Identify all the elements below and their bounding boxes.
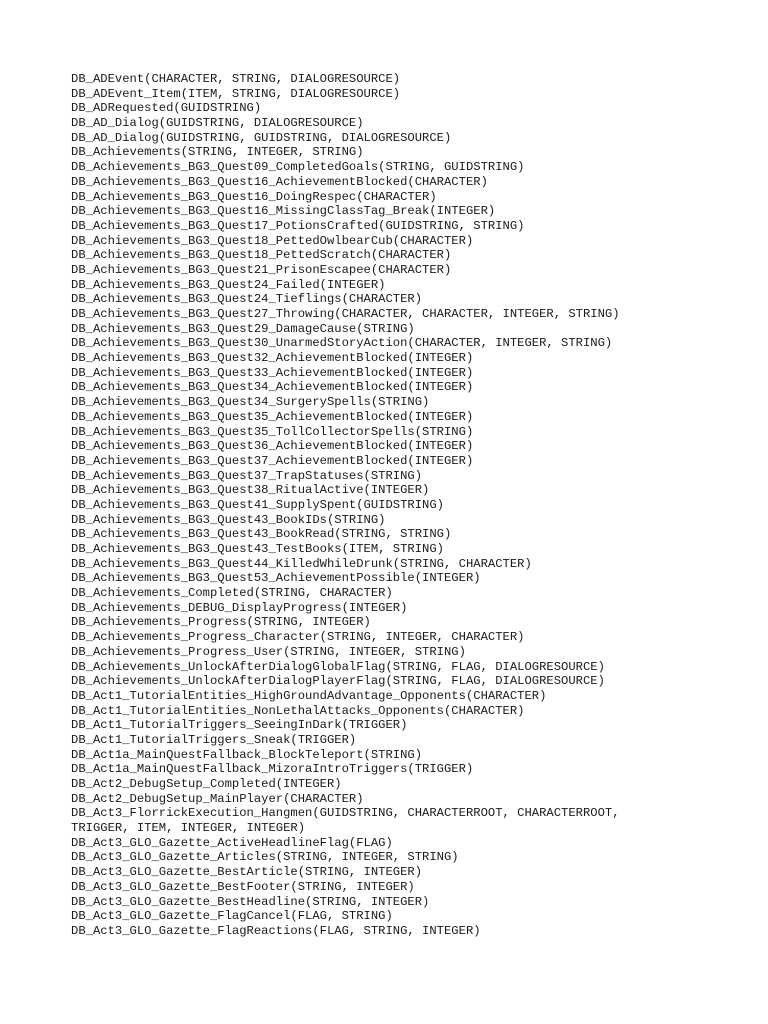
text-line: DB_Achievements_BG3_Quest34_SurgerySpells(STRING) bbox=[71, 395, 430, 410]
text-line: DB_Act3_GLO_Gazette_FlagCancel(FLAG, STRING) bbox=[71, 909, 393, 924]
text-line: DB_Achievements_BG3_Quest17_PotionsCrafted(GUIDSTRING, STRING) bbox=[71, 218, 525, 233]
text-line: DB_Achievements_UnlockAfterDialogPlayerFlag(STRING, FLAG, DIALOGRESOURCE) bbox=[71, 674, 605, 689]
text-line: DB_Achievements_BG3_Quest24_Tieflings(CHARACTER) bbox=[71, 292, 423, 307]
text-line: DB_ADEvent_Item(ITEM, STRING, DIALOGRESOURCE) bbox=[71, 86, 401, 101]
text-line: DB_Achievements_BG3_Quest24_Failed(INTEGER) bbox=[71, 277, 386, 292]
text-line: DB_Act1a_MainQuestFallback_MizoraIntroTriggers(TRIGGER) bbox=[71, 762, 474, 777]
text-line: DB_Achievements_BG3_Quest32_AchievementBlocked(INTEGER) bbox=[71, 351, 474, 366]
document-page bbox=[71, 72, 751, 939]
text-line: DB_Achievements_BG3_Quest21_PrisonEscapee(CHARACTER) bbox=[71, 262, 452, 277]
text-line: DB_Achievements_BG3_Quest37_TrapStatuses(STRING) bbox=[71, 468, 423, 483]
text-line: DB_Act1_TutorialEntities_NonLethalAttacks_Opponents(CHARACTER) bbox=[71, 703, 525, 718]
text-line: DB_Achievements_BG3_Quest29_DamageCause(STRING) bbox=[71, 321, 415, 336]
text-line: DB_ADRequested(GUIDSTRING) bbox=[71, 101, 262, 116]
text-line: DB_Achievements_BG3_Quest41_SupplySpent(GUIDSTRING) bbox=[71, 497, 444, 512]
text-line: DB_AD_Dialog(GUIDSTRING, DIALOGRESOURCE) bbox=[71, 116, 364, 131]
text-line: DB_Achievements_BG3_Quest38_RitualActive(INTEGER) bbox=[71, 483, 430, 498]
text-line: DB_Achievements_BG3_Quest35_AchievementBlocked(INTEGER) bbox=[71, 409, 474, 424]
text-line: DB_Achievements_BG3_Quest33_AchievementBlocked(INTEGER) bbox=[71, 365, 474, 380]
text-line: DB_Achievements_BG3_Quest43_BookIDs(STRING) bbox=[71, 512, 386, 527]
text-line: DB_Act3_GLO_Gazette_BestHeadline(STRING, INTEGER) bbox=[71, 894, 430, 909]
text-line: DB_Achievements_BG3_Quest18_PettedScratch(CHARACTER) bbox=[71, 248, 452, 263]
text-line: DB_Achievements_BG3_Quest44_KilledWhileDrunk(STRING, CHARACTER) bbox=[71, 556, 532, 571]
text-line: DB_Achievements_Progress_User(STRING, INTEGER, STRING) bbox=[71, 644, 466, 659]
text-line: DB_Act2_DebugSetup_MainPlayer(CHARACTER) bbox=[71, 791, 364, 806]
text-line: DB_Achievements_BG3_Quest43_TestBooks(ITEM, STRING) bbox=[71, 542, 444, 556]
text-line: DB_Act3_GLO_Gazette_BestArticle(STRING, INTEGER) bbox=[71, 865, 423, 880]
text-line: DB_Achievements_BG3_Quest16_AchievementBlocked(CHARACTER) bbox=[71, 174, 488, 189]
text-line: DB_Achievements(STRING, INTEGER, STRING) bbox=[71, 145, 364, 160]
text-line: DB_Act3_GLO_Gazette_Articles(STRING, INTEGER, STRING) bbox=[71, 850, 459, 865]
text-line: DB_Achievements_Progress_Character(STRING, INTEGER, CHARACTER) bbox=[71, 630, 525, 645]
text-line: DB_Achievements_UnlockAfterDialogGlobalFlag(STRING, FLAG, DIALOGRESOURCE) bbox=[71, 659, 605, 674]
text-line: DB_Act1_TutorialTriggers_Sneak(TRIGGER) bbox=[71, 732, 357, 747]
text-line: DB_Act3_FlorrickExecution_Hangmen(GUIDSTRING, CHARACTERROOT, CHARACTERROOT, bbox=[71, 806, 620, 821]
text-line: DB_Achievements_BG3_Quest43_BookRead(STRING, STRING) bbox=[71, 527, 452, 542]
text-line: DB_Achievements_BG3_Quest16_MissingClassTag_Break(INTEGER) bbox=[71, 204, 496, 219]
text-line: DB_Achievements_DEBUG_DisplayProgress(INTEGER) bbox=[71, 600, 408, 615]
text-line: DB_Achievements_Completed(STRING, CHARACTER) bbox=[71, 586, 393, 601]
text-line: DB_Achievements_BG3_Quest34_AchievementBlocked(INTEGER) bbox=[71, 380, 474, 395]
text-line: DB_Achievements_BG3_Quest36_AchievementBlocked(INTEGER) bbox=[71, 439, 474, 454]
text-line: DB_Act3_GLO_Gazette_BestFooter(STRING, INTEGER) bbox=[71, 879, 415, 894]
text-line: DB_Achievements_BG3_Quest35_TollCollectorSpells(STRING) bbox=[71, 424, 474, 439]
text-line: DB_AD_Dialog(GUIDSTRING, GUIDSTRING, DIALOGRESOURCE) bbox=[71, 130, 452, 145]
text-line: DB_Achievements_BG3_Quest09_CompletedGoals(STRING, GUIDSTRING) bbox=[71, 160, 525, 175]
text-line: DB_Act3_GLO_Gazette_ActiveHeadlineFlag(FLAG) bbox=[71, 835, 393, 850]
text-line: DB_Achievements_BG3_Quest37_AchievementBlocked(INTEGER) bbox=[71, 453, 474, 468]
text-line: DB_Achievements_BG3_Quest18_PettedOwlbearCub(CHARACTER) bbox=[71, 233, 474, 248]
text-line: DB_Achievements_BG3_Quest30_UnarmedStoryAction(CHARACTER, INTEGER, STRING) bbox=[71, 336, 613, 351]
text-line: DB_Achievements_BG3_Quest16_DoingRespec(CHARACTER) bbox=[71, 189, 437, 204]
text-line: DB_Act3_GLO_Gazette_FlagReactions(FLAG, STRING, INTEGER) bbox=[71, 923, 481, 938]
text-line: DB_Act1a_MainQuestFallback_BlockTeleport(STRING) bbox=[71, 747, 423, 762]
text-line: DB_Act2_DebugSetup_Completed(INTEGER) bbox=[71, 777, 342, 791]
text-line: DB_Achievements_Progress(STRING, INTEGER) bbox=[71, 615, 371, 630]
text-line: DB_ADEvent(CHARACTER, STRING, DIALOGRESOURCE) bbox=[71, 72, 401, 86]
text-line: DB_Act1_TutorialTriggers_SeeingInDark(TRIGGER) bbox=[71, 718, 408, 733]
text-line: DB_Act1_TutorialEntities_HighGroundAdvantage_Opponents(CHARACTER) bbox=[71, 688, 547, 703]
text-line: DB_Achievements_BG3_Quest53_AchievementPossible(INTEGER) bbox=[71, 571, 481, 586]
text-line: DB_Achievements_BG3_Quest27_Throwing(CHARACTER, CHARACTER, INTEGER, STRING) bbox=[71, 307, 620, 321]
text-line: TRIGGER, ITEM, INTEGER, INTEGER) bbox=[71, 821, 306, 836]
